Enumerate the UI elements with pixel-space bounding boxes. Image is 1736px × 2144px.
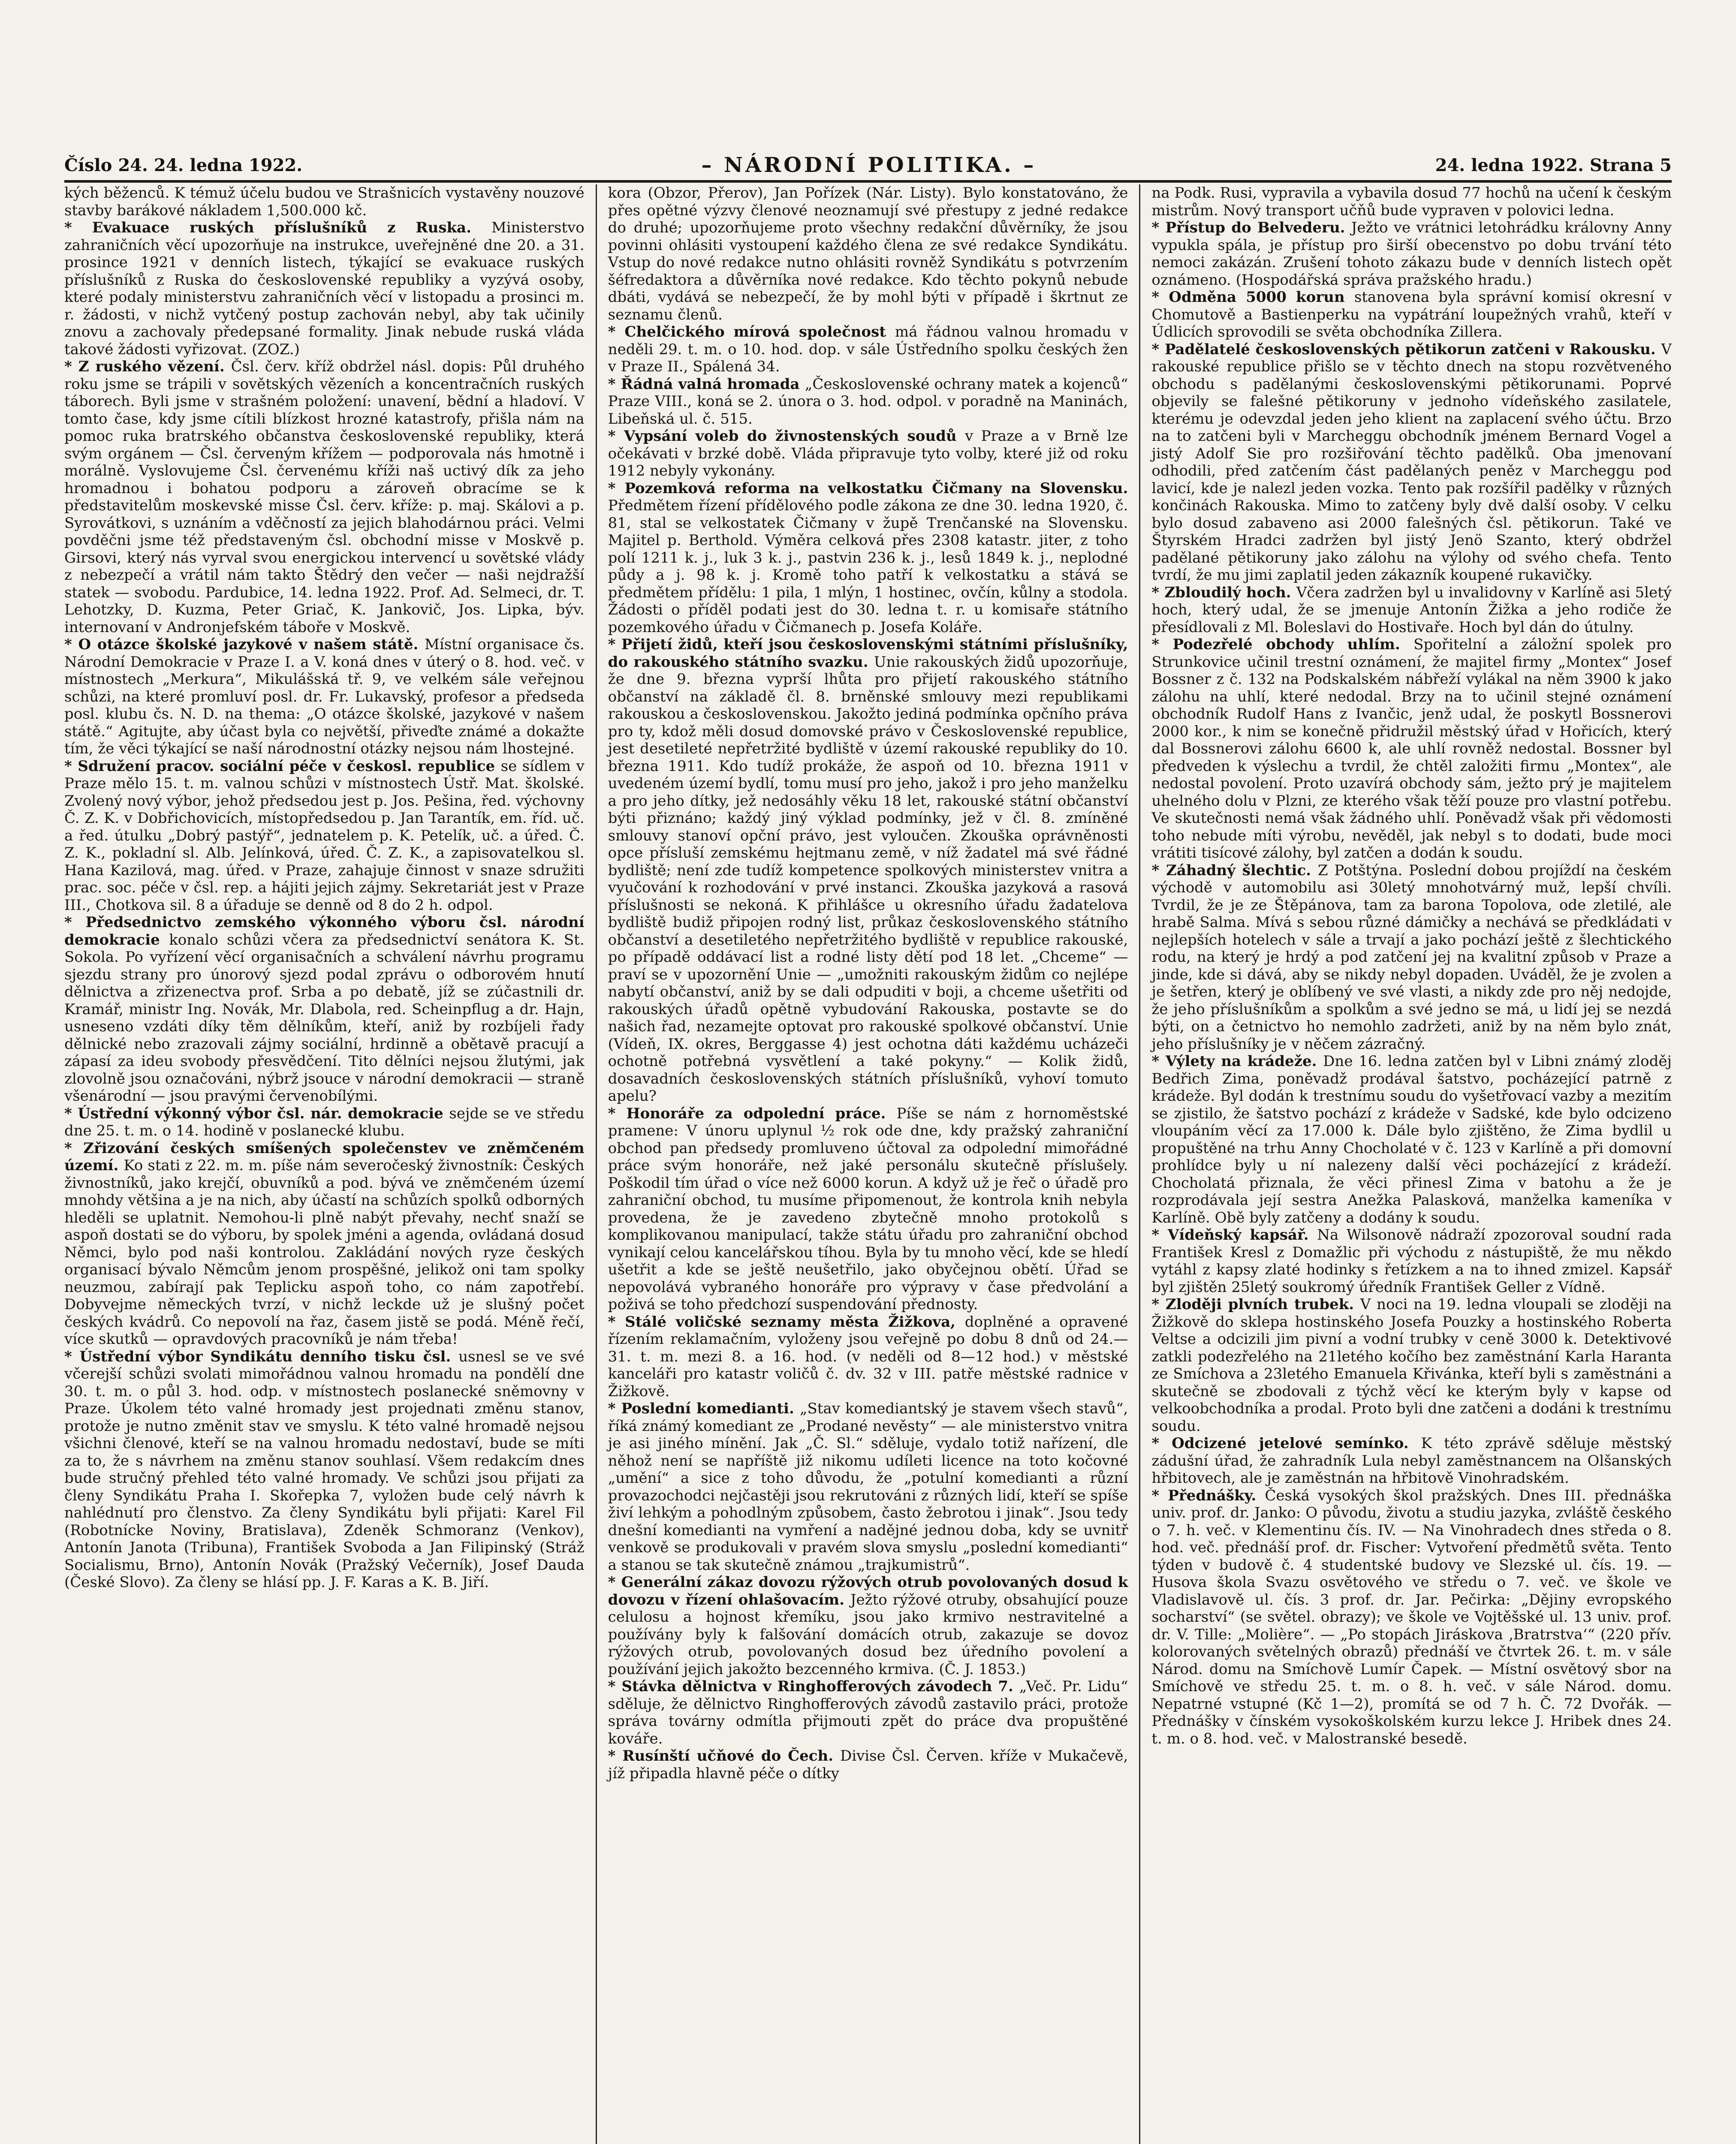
article-text: kora (Obzor, Přerov), Jan Pořízek (Nár. Listy). Bylo konstatováno, že přes opětné výzvy členové neoznamují své přestupy z jedné redakce do druhé; upozorňujeme proto všechny redakční důvěrníky, že jsou povinni ohlásiti vystoupení každého člena ze své redakce Syndikátu. Vstup do nové redakce nutno ohlásiti rovněž Syndikátu s potvrzením šéfredaktora a důvěrníka nové redakce. Kdo těchto pokynů nebude dbáti, vydává se nebezpečí, že by mohl býti v případě i škrtnut ze seznamu členů. [608, 184, 1128, 323]
article-heading: * Generální zákaz dovozu rýžových otrub povolovaných dosud k dovozu v řízení ohlašovacím. [608, 1574, 1128, 1608]
article-columns [64, 184, 1672, 2144]
article-heading: * O otázce školské jazykové v našem státě. [64, 636, 425, 653]
article-paragraph [1151, 1487, 1672, 1748]
article-paragraph [64, 758, 585, 914]
article-paragraph [64, 358, 585, 636]
article-heading: * Zbloudilý hoch. [1151, 584, 1296, 601]
article-paragraph [64, 1348, 585, 1591]
article-text: „Več. Pr. Lidu“ sděluje, že dělnictvo Ringhofferových závodů zastavilo práci, protože správa továrny odmítla přijmouti zpět do práce dva propuštěné kováře. [608, 1678, 1128, 1747]
article-heading: * Podezřelé obchody uhlím. [1151, 636, 1414, 653]
article-paragraph [608, 1105, 1128, 1313]
article-paragraph [64, 636, 585, 758]
article-heading: * Z ruského vězení. [64, 358, 231, 375]
article-heading: * Rusínští učňové do Čech. [608, 1747, 840, 1765]
article-paragraph [608, 428, 1128, 480]
column-1 [64, 184, 596, 2144]
article-paragraph [608, 636, 1128, 1105]
article-text: kých běženců. K témuž účelu budou ve Strašnicích vystavěny nouzové stavby barákové nákladem 1,500.000 kč. [64, 184, 585, 219]
article-text: Z Potštýna. Poslední dobou projíždí na českém východě v automobilu asi 30letý mnohotvárný muž, lepší chvíli. Tvrdil, že je ze Štěpánova, tam za barona Topolova, ode zletilé, ale hrabě Salma. Mívá s sebou různé dámičky a nechává se předkládati v nejlepších hotelech v sále a trvají a jako pochází ještě z šlechtického rodu, na který je hrdý a pod zatčení jej na kvalitní způsob v Praze a jinde, kde si dává, aby se nikdy nebyl dopaden. Uváděl, že je zvolen a je šetřen, který je oblíbený ve své vlasti, a nikdy zde pro něj nedojde, že jeho příslušníkům a spolkům a své jedno se má, u lidí jej se nezdá býti, on a četnictvo ho nemohlo zadržeti, aniž by na něm bylo znát, jeho příslušníky je v něčem zázračný. [1151, 861, 1672, 1053]
article-heading: * Předsednictvo zemského výkonného výboru čsl. národní demokracie [64, 914, 585, 949]
article-text: Ježto rýžové otruby, obsahující pouze celulosu a hojnost křemíku, jsou jako krmivo nestravitelné a používány byly k falšování domácích otrub, zakazuje se dovoz rýžových otrub, povolovaných dosud bez úředního povolení a používání jejich jakožto bezcenného krmiva. (Č. J. 1853.) [608, 1591, 1128, 1678]
article-paragraph [608, 376, 1128, 428]
article-text: V rakouské republice přišlo se v těchto dnech na stopu rozvětveného obchodu s padělanými československými pětikorunami. Poprvé objevily se falešné pětikoruny v jednoho vídeňského zasilatele, kterému je odevzdal jeden jeho klient na zaplacení svého účtu. Brzo na to zatčeni byli v Marcheggu obchodník jménem Bernard Vogel a jistý Adolf Sie pro rozšiřování těchto padělků. Oba jmenovaní odhodili, před zatčením část padělaných peněz v Marcheggu pod lavicí, kde je nalezl jeden vozka. Tento pak rozšířil padělky v různých končinách Rakouska. Mimo to zatčeny byly dvě další osoby. V celku bylo dosud zabaveno asi 2000 falešných čsl. pětikorun. Také ve Štyrském Hradci zadržen byl jistý Jenö Szanto, který obdržel padělané pětikoruny jako zálohu na výlohy od svého chefa. Tento tvrdí, že mu jimi zaplatil jeden zákazník koupené rukavičky. [1151, 340, 1672, 584]
article-paragraph [64, 1105, 585, 1140]
article-text: konalo schůzi včera za předsednictví senátora K. St. Sokola. Po vyřízení věcí organisačních a schválení návrhu programu sjezdu strany pro únorový sjezd podal zprávu o odborovém hnutí dělnictva a zřizenectva prof. Srba a po debatě, jíž se zúčastnili dr. Kramář, ministr Ing. Novák, Mr. Dlabola, red. Scheinpflug a dr. Hajn, usneseno vzdáti díky těm dělníkům, kteří, aniž by rozbíjeli řady dělnické nebo zrazovali zájmy sociální, hrdinně a obětavě pracují a zápasí za ideu svobody přesvědčení. Tito dělníci nejsou žlutými, jak zlovolně jsou označováni, nýbrž jsouce v národní demokracii — straně všenárodní — jsou pravými červenobílými. [64, 931, 585, 1105]
page-number: 24. ledna 1922. Strana 5 [1435, 155, 1672, 175]
article-text: K této zprávě sděluje městský zádušní úřad, že zahradník Lula nebyl zaměstnancem na Olšanských hřbitovech, ale je zaměstnán na hřbitově Vinohradském. [1151, 1435, 1672, 1487]
article-paragraph [1151, 1053, 1672, 1226]
article-heading: * Honoráře za odpolední práce. [608, 1105, 897, 1122]
article-heading: * Přístup do Belvederu. [1151, 219, 1351, 236]
article-paragraph [1151, 1296, 1672, 1435]
article-text: na Podk. Rusi, vypravila a vybavila dosud 77 hochů na učení k českým mistrům. Nový transport učňů bude vypraven v polovici ledna. [1151, 184, 1672, 219]
article-paragraph [64, 219, 585, 358]
article-heading: * Ústřední výbor Syndikátu denního tisku čsl. [64, 1348, 459, 1365]
issue-info: Číslo 24. 24. ledna 1922. [64, 155, 303, 175]
article-paragraph [608, 184, 1128, 323]
article-heading: * Padělatelé československých pětikorun zatčeni v Rakousku. [1151, 340, 1661, 358]
article-text: Píše se nám z hornoměstské pramene: V únoru uplynul ½ rok ode dne, kdy pražský zahraniční obchod pan předsedy promluveno účtoval za odpolední mimořádné práce svým honoráře, než jaké personálu skutečně příslušely. Poškodil tím úřad o více než 6000 korun. A když už je řeč o úřadě pro zahraniční obchod, tu musíme připomenout, že kontrola knih nebyla provedena, že je zavedeno zbytečně mnoho protokolů s komplikovanou manipulací, takže státu úřadu pro zahraniční obchod vynikají celou kancelářskou tíhou. Byla by tu mnoho věcí, kde se hledí ušetřit a kde se ještě neušetřilo, jako obyčejnou obětí. Úřad se nepovolává vybraného honoráře pro výpravy v čase předvolání a poživá se toho předchozí suspendování přednosty. [608, 1105, 1128, 1313]
article-paragraph [1151, 1226, 1672, 1296]
article-heading: * Přednášky. [1151, 1487, 1265, 1504]
article-paragraph [1151, 862, 1672, 1053]
article-text: Místní organisace čs. Národní Demokracie v Praze I. a V. koná dnes v úterý o 8. hod. več. v místnostech „Merkura“, Mikulášská tř. 9, ve velkém sále veřejnou schůzi, na které promluví posl. dr. Fr. Lukavský, profesor a předseda posl. klubu čs. N. D. na thema: „O otázce školské, jazykové v našem státě.“ Agitujte, aby účast byla co největší, přiveďte známé a dokažte tím, že věci týkající se naší národnostní otázky nejsou nám lhostejné. [64, 636, 585, 757]
article-text: se sídlem v Praze mělo 15. t. m. valnou schůzi v místnostech Ústř. Mat. školské. Zvolený nový výbor, jehož předsedou jest p. Jos. Pešina, řed. výchovny Č. Z. K. v Dobřichovicích, místopředsedou p. Jan Tarantík, em. říd. uč. a řed. útulku „Dobrý pastýř“, jednatelem p. K. Petelík, uč. a úřed. Č. Z. K., pokladní sl. Alb. Jelínková, úřed. Č. Z. K., a zapisovatelkou sl. Hana Kazilová, mag. úřed. v Praze, zahajuje činnost v snaze sdružiti prac. soc. péče v čsl. rep. a hájiti jejich zájmy. Sekretariát jest v Praze III., Chotkova sil. 8 a úřaduje se denně od 8 do 2 h. odpol. [64, 757, 585, 914]
column-2 [596, 184, 1139, 2144]
column-3 [1139, 184, 1672, 2144]
article-paragraph [64, 914, 585, 1105]
article-text: „Československé ochrany matek a kojenců“ Praze VIII., koná se 2. února o 3. hod. odpol. v poradně na Maninách, Libeňská ul. č. 515. [608, 375, 1128, 428]
article-paragraph [1151, 1435, 1672, 1487]
article-text: v Praze a v Brně lze očekávati v brzké době. Vláda připravuje tyto volby, které již od roku 1912 nebyly vykonány. [608, 428, 1128, 479]
article-paragraph [608, 323, 1128, 376]
article-paragraph [1151, 289, 1672, 341]
article-heading: * Chelčického mírová společnost [608, 323, 895, 340]
article-text: Spořitelní a záložní spolek pro Strunkovice učinil trestní oznámení, že majitel firmy „Montex“ Josef Bossner z č. 132 na Podskalském nábřeží vylákal na něm 3900 k jako zálohu na uhlí, které nedodal. Brzy na to učinil stejné oznámení obchodník Rudolf Hans z Ivančic, jenž udal, že poskytl Bossnerovi 2000 kor., k nim se konečně přidružil městský úřad v Hořicích, který dal Bossnerovi zálohu 6600 k, ale uhlí rovněž nedostal. Bossner byl předveden k výslechu a tvrdil, že chtěl založiti firmu „Montex“, ale nedostal povolení. Proto uzavírá obchody sám, ježto prý je majitelem uhelného dolu v Plzni, ze kterého však těží pouze pro vlastní potřebu. Ve skutečnosti nemá však žádného uhlí. Poněvadž však při vědomosti toho nebude míti výrobu, nevěděl, jak nebyl s to dodati, bude moci vrátiti tisícové zálohy, byl zatčen a dodán k soudu. [1151, 636, 1672, 861]
article-heading: * Sdružení pracov. sociální péče v českosl. republice [64, 757, 501, 775]
article-text: Divise Čsl. Červen. kříže v Mukačevě, jíž připadla hlavně péče o dítky [608, 1747, 1128, 1782]
article-text: Dne 16. ledna zatčen byl v Libni známý zloděj Bedřich Zima, poněvadž prodával šatstvo, pocházející patrně z krádeže. Byl dodán k trestnímu soudu do vyšetřovací vazby a mezitím se zjistilo, že šatstvo pochází z krádeže v Sadské, kde bylo odcizeno vloupáním věcí za 17.000 k. Dále bylo zjištěno, že Zima bydlil u propuštěné na trhu Anny Chocholaté v č. 123 v Karlíně a při domovní prohlídce byly u ní nalezeny další věci pocházející z krádeží. Chocholatá přiznala, že věci přinesl Zima v batohu a že je rozprodávala její sestra Anežka Palasková, manželka kameníka v Karlíně. Obě byly zatčeny a dodány k soudu. [1151, 1053, 1672, 1226]
article-paragraph [1151, 636, 1672, 862]
article-text: doplněné a opravené řízením reklamačním, vyloženy jsou veřejně po dobu 8 dnů od 24.—31. t. m. mezi 8. a 16. hod. (v neděli od 8—12 hod.) v městské kanceláři pro katastr voličů č. dv. 32 v III. patře městské radnice v Žižkově. [608, 1313, 1128, 1400]
article-heading: * Výlety na krádeže. [1151, 1053, 1323, 1070]
article-heading: * Odcizené jetelové semínko. [1151, 1435, 1421, 1452]
article-heading: * Poslední komedianti. [608, 1400, 800, 1417]
article-text: „Stav komediantský je stavem všech stavů“, říká známý komediant ze „Prodané nevěsty“ — ale ministerstvo vnitra je asi jiného mínění. Jak „Č. Sl.“ sděluje, vydalo totiž nařízení, dle něhož není se napříště již nikomu udíleti licence na toto kočovné „umění“ a sice z toho důvodu, že „potulní komedianti a různí provazochodci nejčastěji jsou rekrutováni z různých lidí, kteří se spíše živí lehkým a pohodlným způsobem, často žebrotou i jinak“. Jsou tedy dnešní komedianti na vymření a nadějné jednou doba, kdy se uvnitř venkově se produkovali v pravém slova smyslu „poslední komedianti“ a stanou se tak skutečně známou „trajkumistrů“. [608, 1400, 1128, 1574]
article-text: sejde se ve středu dne 25. t. m. o 14. hodině v poslanecké klubu. [64, 1105, 585, 1139]
article-paragraph [1151, 341, 1672, 584]
article-paragraph [1151, 584, 1672, 636]
masthead: – NÁRODNÍ POLITIKA. – [701, 153, 1037, 177]
article-paragraph [608, 1313, 1128, 1400]
article-heading: * Pozemková reforma na velkostatku Čičmany na Slovensku. [608, 479, 1128, 497]
article-paragraph [608, 1400, 1128, 1574]
article-heading: * Ústřední výkonný výbor čsl. nár. demokracie [64, 1105, 449, 1122]
article-heading: * Zloději plvních trubek. [1151, 1296, 1360, 1313]
article-heading: * Evakuace ruských příslušníků z Ruska. [64, 219, 491, 236]
article-heading: * Zřizování českých smíšených společenstev ve zněmčeném území. [64, 1139, 585, 1174]
article-heading: * Stávka dělnictva v Ringhofferových závodech 7. [608, 1678, 1019, 1695]
article-text: usnesl se ve své včerejší schůzi svolati mimořádnou valnou hromadu na pondělí dne 30. t. m. o půl 3. hod. odp. v místnostech poslanecké sněmovny v Praze. Úkolem této valné hromady jest projednati změnu stanov, protože je nutno změnit stav ve smyslu. K této valné hromadě nejsou všichni členové, kteří se na valnou hromadu nedostaví, bude se míti za to, že s návrhem na změnu stanov souhlasí. Všem redakcím dnes bude stručný přehled této valné hromady. Ve schůzi jsou přijati za členy Syndikátu Praha I. Skořepka 7, vyložen bude celý návrh k nahlédnutí pro členstvo. Za členy Syndikátu byli přijati: Karel Fil (Robotnícke Noviny, Bratislava), Zdeněk Schmoranz (Venkov), Antonín Janota (Tribuna), František Svoboda a Jan Filipinský (Stráž Socialismu, Brno), Antonín Novák (Pražský Večerník), Josef Dauda (České Slovo). Za členy se hlásí pp. J. F. Karas a K. B. Jiří. [64, 1348, 585, 1591]
article-paragraph [64, 184, 585, 219]
article-text: Česká vysokých škol pražských. Dnes III. přednáška univ. prof. dr. Janko: O původu, životu a studiu jazyka, zvláště českého o 7. h. več. v Klementinu čís. IV. — Na Vinohradech dnes středa o 8. hod. več. přednáší prof. dr. Fischer: Vytvoření předmětů světa. Tento týden v budově č. 4 studentské budovy ve Slezské ul. čís. 19. — Husova škola Svazu osvětového ve středu o 7. več. ve škole ve Vladislavově ul. čís. 3 prof. dr. Jar. Pečirka: „Dějiny evropského socharství“ (se světel. obrazy); ve škole ve Vojtěšské ul. 13 univ. prof. dr. V. Tille: „Molière“. — „Po stopách Jiráskova ‚Bratrstva‘“ (220 přív. kolorovaných světelných obrazů) přednáší ve čtvrtek 26. t. m. v sále Národ. domu na Smíchově Lumír Čapek. — Místní osvětový sbor na Smíchově ve středu 25. t. m. o 8. h. več. v sále Národ. domu. Nepatrné vstupné (Kč 1—2), promítá se od 7 h. Č. 72 Dvořák. — Přednášky v čínském vysokoškolském kurzu lekce J. Hribek dnes 24. t. m. o 8. hod. več. v Malostranské besedě. [1151, 1487, 1672, 1747]
article-text: Ministerstvo zahraničních věcí upozorňuje na instrukce, uveřejněné dne 20. a 31. prosince 1921 v denních listech, týkající se evakuace ruských příslušníků z Ruska do československé republiky a vyzývá osoby, které podaly ministerstvu zahraničních věcí v listopadu a prosinci m. r. žádosti, v nichž vytčený postup zachován nebyl, aby tak učinily znovu a zachovaly předepsané formality. Jinak nebude ruská vláda takové žádosti vyřizovat. (ZOZ.) [64, 219, 585, 358]
article-paragraph [608, 480, 1128, 636]
article-paragraph [1151, 184, 1672, 219]
article-text: V noci na 19. ledna vloupali se zloději na Žižkově do sklepa hostinského Josefa Pouzky a hostinského Roberta Veltse a odcizili jim pivní a vodní trubky v ceně 3000 k. Detektivové zatkli podezřelého na 21letého kočího bez zaměstnání Karla Haranta ze Smíchova a 23letého Emanuela Křivánka, kteří byli s zaměstnáni a skutečně se zbodovali z týchž věcí ke kterým byly v kapse od velkoobchodníka a prodal. Proto byli dne zatčeni a dodáni k trestnímu soudu. [1151, 1296, 1672, 1435]
article-paragraph [608, 1678, 1128, 1747]
article-heading: * Vypsání voleb do živnostenských soudů [608, 428, 965, 445]
article-paragraph [64, 1140, 585, 1348]
article-heading: * Přijetí židů, kteří jsou československými státními příslušníky, do rakouského státního svazku. [608, 636, 1128, 671]
article-paragraph [608, 1574, 1128, 1678]
article-heading: * Záhadný šlechtic. [1151, 861, 1318, 879]
article-heading: * Stálé voličské seznamy města Žižkova, [608, 1313, 965, 1331]
article-text: Čsl. červ. kříž obdržel násl. dopis: Půl druhého roku jsme se trápili v sovětských vězeních a koncentračních ruských táborech. Byli jsme v strašném položení: unavení, bědní a hladoví. V tomto čase, kdy jsme cítili blízkost hrozné katastrofy, přišla nám na pomoc ruka bratrského občanstva československé republiky, která svým orgánem — Čsl. červeným křížem — podporovala nás hmotně i morálně. Vyslovujeme Čsl. červenému kříži naš uctivý dík za jeho hromadnou i bohatou podporu a zároveň obracíme se k představitelům moskevské misse Čsl. červ. kříže: p. maj. Skálovi a p. Syrovátkovi, s uznáním a vděčností za jejich blahodárnou práci. Velmi povděčni jsme též představeným čsl. obchodní misse v Moskvě p. Girsovi, který nás vyrval svou energickou intervencí u sovětské vlády z nebezpečí a vrátil nám takto Štědrý den večer — naši nejdražší statek — svobodu. Pardubice, 14. ledna 1922. Prof. Ad. Selmeci, dr. T. Lehotzky, D. Kuzma, Peter Griač, K. Jankovič, Jos. Lipka, býv. internovaní v Andronjefském táboře v Moskvě. [64, 358, 585, 636]
page-header [64, 150, 1672, 183]
article-heading: * Odměna 5000 korun [1151, 289, 1354, 306]
article-text: stanovena byla správní komisí okresní v Chomutově a Bastienperku na vypátrání loupežných vrahů, kteří v Údlicích sprovodili se světa obchodníka Zillera. [1151, 289, 1672, 340]
article-text: Ko stati z 22. m. m. píše nám severočeský živnostník: Českých živnostníků, jako krejčí, obuvníků a pod. bývá ve zněmčeném území mnohdy většina a je na nich, aby účastí na schůzích spolků odborných hleděli se uplatnit. Nemohou-li plně nabýt převahy, nechť snaží se aspoň dostati se do výboru, by spolek jméni a agenda, ovládaná dosud Němci, bylo pod naši kontrolou. Zakládání nových ryze českých organisací bývalo Němcům jenom prospěšné, jelikož oni tam spolky neuzmou, zabírají pak Teplicku aspoň toho, co nám zapotřebí. Dobyvejme německých tvrzí, v nichž leckde už je slušný počet českých kvádrů. Co nepovolí na řaz, časem jistě se podá. Méně řečí, více skutků — opravdových pracovníků je nám třeba! [64, 1157, 585, 1348]
article-heading: * Řádná valná hromada [608, 375, 805, 393]
article-text: má řádnou valnou hromadu v neděli 29. t. m. o 10. hod. dop. v sále Ústředního spolku českých žen v Praze II., Spálená 34. [608, 323, 1128, 375]
article-text: Ježto ve vrátnici letohrádku královny Anny vypukla spála, je přístup pro širší obecenstvo po dobu trvání této nemoci zakázán. Zrušení tohoto zákazu bude v denních listech opět oznámeno. (Hospodářská správa pražského hradu.) [1151, 219, 1672, 289]
article-text: Včera zadržen byl u invalidovny v Karlíně asi 5letý hoch, který udal, že se jmenuje Antonín Žižka a jeho rodiče že přesídlovali z Ml. Boleslavi do Hostivaře. Hoch byl dán do útulny. [1151, 584, 1672, 636]
article-paragraph [1151, 219, 1672, 289]
article-paragraph [608, 1747, 1128, 1782]
article-text: Na Wilsonově nádraží zpozoroval soudní rada František Kresl z Domažlic při východu z nástupiště, že mu někdo vytáhl z kapsy zlaté hodinky s řetízkem a na to ihned zmizel. Kapsář byl zjištěn 25letý soukromý úředník František Geller z Vídně. [1151, 1226, 1672, 1296]
article-heading: * Vídeňský kapsář. [1151, 1226, 1317, 1244]
article-text: Unie rakouských židů upozorňuje, že dne 9. března vyprší lhůta pro přijetí rakouského státního občanství na základě čl. 8. brněnské smlouvy mezi republikami rakouskou a československou. Jakožto jediná podmínka opčního práva pro ty, kdož měli dosud domovské právo v Československé republice, jest desetileté nepřetržité bydliště v území rakouské republiky do 10. března 1911. Kdo tudíž prokáže, že aspoň od 10. března 1911 v uvedeném území bydlí, tomu musí pro jeho, jakož i pro jeho manželku a pro jeho dítky, jež nedosáhly věku 18 let, rakouské státní občanství býti přiznáno; každý jiný výklad podmínky, jež v čl. 8. zmíněné smlouvy stanoví opční právo, jest vyloučen. Zkouška oprávněnosti opce přísluší zemskému hejtmanu země, v níž žadatel má své řádné bydliště; není zde tudíž kompetence spolkových ministerstev vnitra a vyučování k rozhodování v prvé instanci. Zkouška jazyková a rasová příslušnosti se nekoná. K přihlášce u okresního úřadu žadatelova bydliště budiž připojen rodný list, průkaz československého státního občanství a desetiletého nepřetržitého bydliště v republice rakouské, po případě oddávací list a rodné listy dětí pod 18 let. „Chceme“ — praví se v upozornění Unie — „umožniti rakouským židům co nejlépe nabytí občanství, aniž by se dali odpuditi v boji, a chceme ušetřiti od rakouských úřadů opětně vybudování Rakouska, postavte se do našich řad, nezamejte optovat pro rakouské spolkové občanství. Unie (Vídeň, IX. okres, Berggasse 4) jest ochotna dáti každému ucházeči ochotně potřebná vysvětlení a také pokyny.“ — Kolik židů, dosavadních československých státních příslušníků, vyhoví tomuto apelu? [608, 653, 1128, 1105]
article-text: Předmětem řízení přídělového podle zákona ze dne 30. ledna 1920, č. 81, stal se velkostatek Čičmany v župě Trenčanské na Slovensku. Majitel p. Berthold. Výměra celková přes 2308 katastr. jiter, z toho polí 1211 k. j., luk 3 k. j., pastvin 236 k. j., lesů 1849 k. j., neplodné půdy a j. 98 k. j. Kromě toho patří k velkostatku a stává se předmětem přídělu: 1 pila, 1 mlýn, 1 hostinec, ovčín, kůlny a stodola. Žádosti o příděl podati jest do 30. ledna t. r. u komisaře státního pozemkového úřadu v Čičmanech p. Josefa Koláře. [608, 497, 1128, 636]
